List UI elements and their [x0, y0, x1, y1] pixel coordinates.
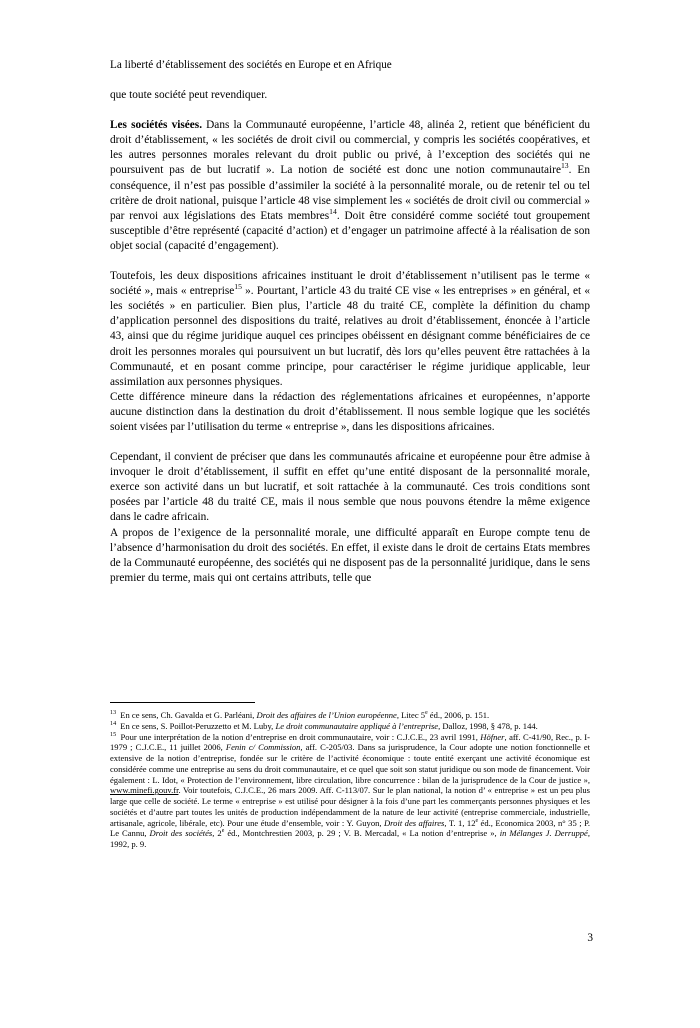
- spacer: [110, 435, 590, 450]
- external-link[interactable]: www.minefi.gouv.fr: [110, 785, 179, 796]
- paragraph-intro: [110, 88, 590, 103]
- footnote-text-b: , Dalloz, 1998, § 478, p. 144.: [438, 720, 538, 731]
- case-name-fenin: Fenin c/ Commission,: [225, 742, 303, 753]
- footnote-text-c: éd., 2006, p. 151.: [427, 710, 490, 720]
- footnote-text-i: , 1992, p. 9.: [110, 828, 590, 849]
- edition-ordinal: e: [425, 710, 428, 717]
- paragraph-intro-text: que toute société peut revendiquer.: [110, 89, 268, 102]
- paragraph-text-b: . En conséquence, il n’est pas possible d’assimiler la société à la personnalité morale, ou de retenir tel ou tel critère de droit national, puisque l’article 48 vise simplement les « sociétés de droit civil ou commercial » par renvoi aux législations des Etats membres: [110, 164, 590, 222]
- paragraph-text: A propos de l’exigence de la personnalité morale, une difficulté apparaît en Europe compte tenu de l’absence d’harmonisation du droit des sociétés. En effet, il existe dans le droit de certains Etats membres de la Communauté européenne, des sociétés qui ne disposent pas de la personnalité juridique, dans le sens premier du terme, mais qui ont certains attributs, telle que: [110, 526, 590, 584]
- case-name-hofner: Höfner: [480, 731, 505, 742]
- paragraph-text-b: ». Pourtant, l’article 43 du traité CE vise « les entreprises » en général, et « les sociétés » en particulier. Bien plus, l’article 48 du traité CE, complète la définition du champ d’application personnel des dispositions du traité, relatives au droit d’établissement, énoncée à l’article 43, ainsi que du régime juridique auquel ces principes obéissent en désignant comme bénéficiaires de ce droit les personnes morales qui poursuivent un but lucratif, dès lors qu’elles peuvent être rattachées à la Communauté, et en posant comme principe, pour caractériser le régime juridique applicable, leur assimilation aux personnes physiques.: [110, 285, 590, 388]
- footnote-text-d: . Voir toutefois, C.J.C.E., 26 mars 2009. Aff. C-113/07. Sur le plan national, la notion d’ « entreprise » est un peu plus large que celle de société. Le terme « entreprise » est utilisé pour désigner à la fois d’une part les commerçants personnes physiques et les sociétés et d’autre part toutes les unités de production indépendamment de la nature de leur activité (entreprise commerciale, industrielle, artisanale, agricole, libérale, etc). Pour une étude d’ensemble, voir : Y. Guyon,: [110, 785, 590, 828]
- footnote-ref-15[interactable]: 15: [234, 282, 242, 292]
- paragraph-difference-mineure: [110, 390, 590, 435]
- footnote-text-f: éd., Economica 2003, n° 35 ; P. Le Cannu,: [110, 817, 591, 839]
- footnote-number: 15: [110, 731, 117, 738]
- footnote-text-b: , Litec 5: [396, 710, 426, 720]
- footnote-title: Droit des affaires de l’Union européenne: [256, 710, 397, 720]
- footnote-title-guyon: Droit des affaires: [384, 817, 445, 828]
- paragraph-text: Cette différence mineure dans la rédaction des réglementations africaines et européennes, n’apporte aucune distinction dans la destination du droit d’établissement. Il nous semble logique que les sociétés soient visées par l’utilisation du terme « entreprise », dans les dispositions africaines.: [110, 390, 590, 433]
- footnote-15: [110, 732, 590, 850]
- paragraph-text-c: . Doit être considéré comme société tout groupement susceptible d’être représenté (capacité d’action) et d’engager un patrimoine affecté à la réalisation de son objet social (capacité d’engagement).: [110, 209, 590, 252]
- paragraph-societes-visees: [110, 118, 590, 254]
- footnote-number: 14: [110, 720, 117, 727]
- edition-ordinal: e: [221, 828, 225, 835]
- footnote-separator-rule: [110, 702, 255, 703]
- spacer: [110, 73, 590, 88]
- footnote-text-a: Pour une interprétation de la notion d’entreprise en droit communautaire, voir : C.J.C.E., 23 avril 1991,: [118, 731, 481, 742]
- footnote-number: 13: [110, 710, 117, 717]
- spacer: [110, 103, 590, 118]
- footnote-14: [110, 721, 590, 732]
- spacer: [110, 254, 590, 269]
- footnote-text-b: , aff. C-41/90, Rec., p. I-1979 ; C.J.C.E., 11 juillet 2006,: [110, 731, 590, 753]
- paragraph-text-a: Dans la Communauté européenne, l’article 48, alinéa 2, retient que bénéficient du droit d’établissement, « les sociétés de droit civil ou commercial, y compris les sociétés coopératives, et les autres personnes morales relevant du droit public ou privé, à l’exception des sociétés qui ne poursuivent pas de but lucratif ». La notion de société est donc une notion communautaire: [110, 119, 590, 177]
- footnote-text-g: , 2: [212, 828, 222, 839]
- footnotes-section: [110, 710, 590, 850]
- footnote-text-c: aff. C-205/03. Dans sa jurisprudence, la Cour adopte une notion fonctionnelle et extensive de la notion d’entreprise, fondée sur le critère de l’activité économique : toute entité exerçant une activité économique est considérée comme une entreprise au sens du droit communautaire, et ce quel que soit son statut juridique ou son mode de financement. Voir également : L. Idot, « Protection de l’environnement, libre circulation, libre concurrence : bilan de la jurisprudence de la Cour de justice »,: [110, 742, 591, 785]
- page-content: [110, 0, 590, 586]
- footnote-13: [110, 710, 590, 721]
- paragraph-toutefois: [110, 269, 590, 390]
- paragraph-text: Cependant, il convient de préciser que dans les communautés africaine et européenne pour être admise à invoquer le droit d’établissement, il suffit en effet qu’une entité disposant de la personnalité morale, exerce son activité dans un but lucratif, et soit rattachée à la communauté. Ces trois conditions sont posées par l’article 48 du traité CE, mais il nous semble que nous pouvons étendre la même exigence dans le cadre africain.: [110, 451, 590, 524]
- footnote-title-melanges: in Mélanges J. Derruppé: [499, 828, 588, 839]
- footnote-title-lecannu: Droit des sociétés: [149, 828, 213, 839]
- footnote-text-h: éd., Montchrestien 2003, p. 29 ; V. B. Mercadal, « La notion d’entreprise »,: [224, 828, 500, 839]
- paragraph-cependant: [110, 450, 590, 525]
- page-number: 3: [587, 932, 593, 944]
- footnote-ref-14[interactable]: 14: [329, 207, 337, 216]
- footnote-ref-13[interactable]: 13: [560, 161, 569, 171]
- footnote-text-e: , T. 1, 12: [444, 817, 476, 828]
- edition-ordinal: e: [475, 817, 479, 824]
- footnote-title: Le droit communautaire appliqué à l’entreprise: [275, 720, 439, 731]
- footnote-text-a: En ce sens, S. Poillot-Peruzzetto et M. Luby,: [118, 720, 276, 731]
- paragraph-text-a: Toutefois, les deux dispositions africaines instituant le droit d’établissement n’utilisent pas le terme « société », mais « entreprise: [110, 270, 590, 298]
- paragraph-a-propos: [110, 526, 590, 586]
- footnote-text-a: En ce sens, Ch. Gavalda et G. Parléani,: [118, 710, 257, 720]
- paragraph-lead-in: Les sociétés visées.: [110, 119, 203, 132]
- running-head: La liberté d’établissement des sociétés en Europe et en Afrique: [110, 59, 392, 71]
